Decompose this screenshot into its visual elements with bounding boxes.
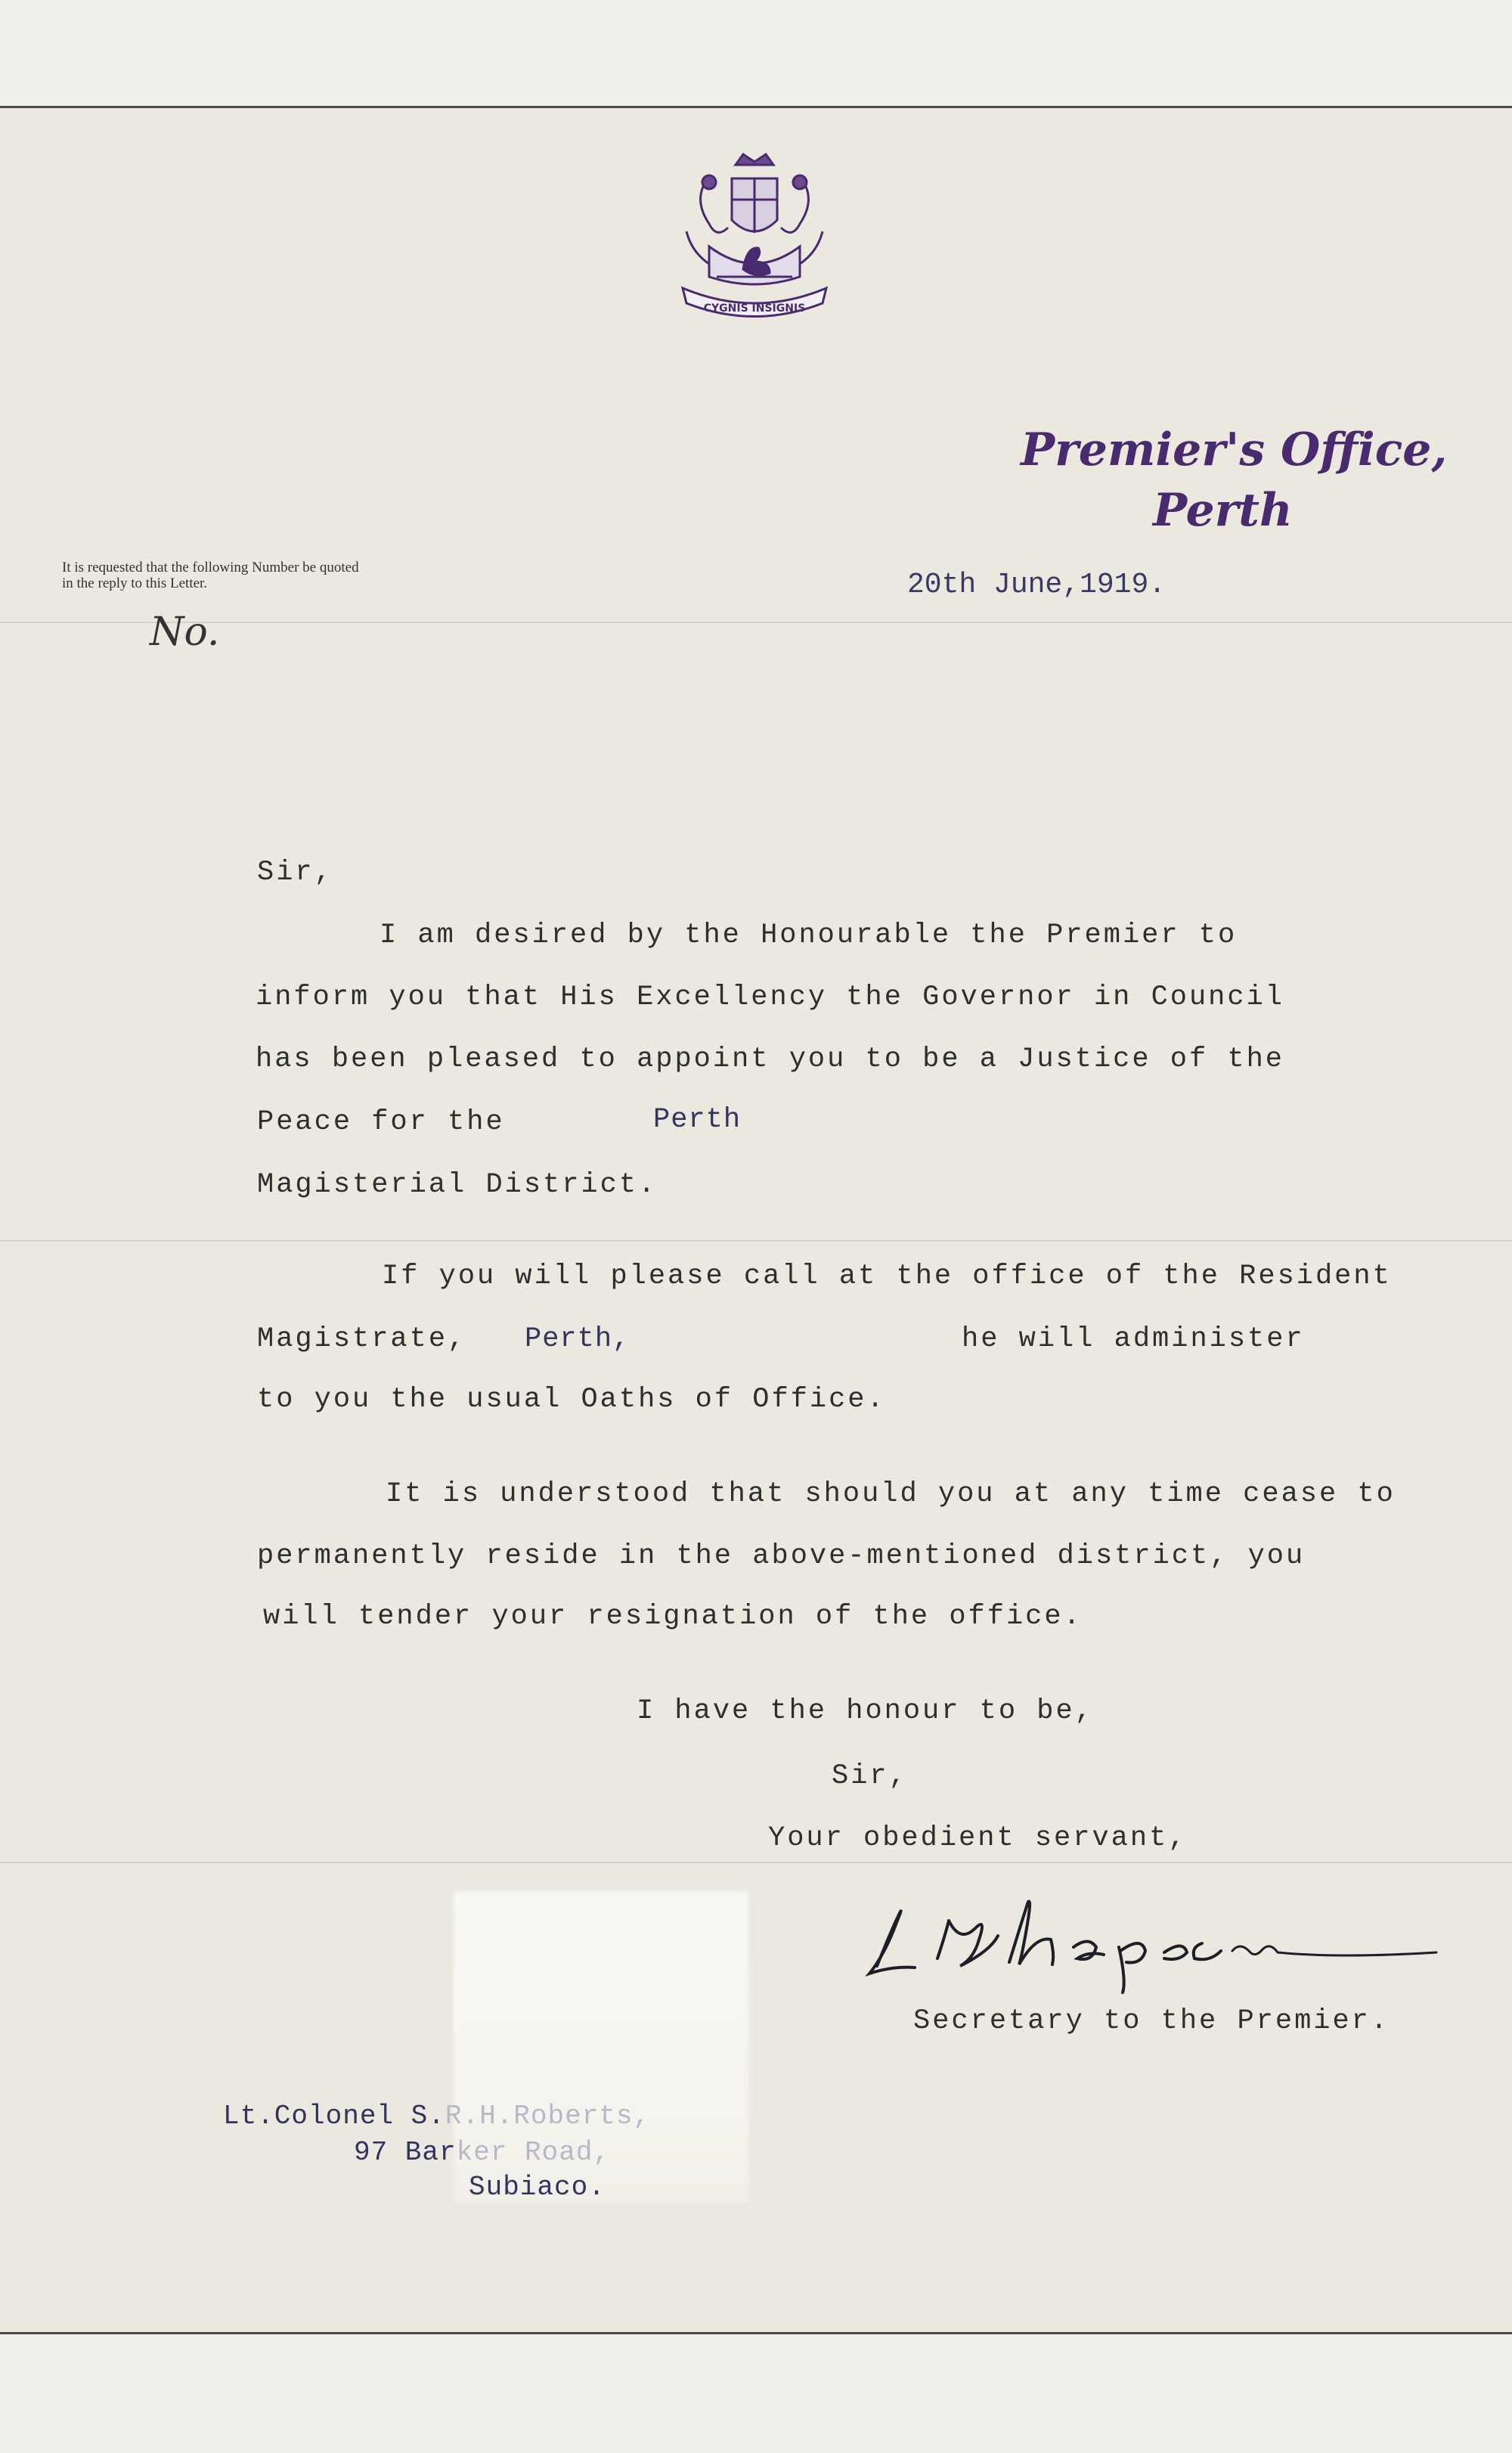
recipient-line-1: Lt.Colonel S.R.H.Roberts, [223, 2101, 651, 2132]
body-line: permanently reside in the above-mentioned district, you [257, 1540, 1306, 1572]
signatory-title: Secretary to the Premier. [913, 2005, 1390, 2037]
body-line: Peace for the [257, 1106, 505, 1138]
reference-notice: It is requested that the following Number be quoted in the reply to this Letter. [62, 560, 359, 591]
recipient-line-2: 97 Barker Road, [354, 2137, 611, 2168]
body-line: If you will please call at the office of the Resident [382, 1261, 1392, 1292]
closing-line: Your obedient servant, [768, 1822, 1188, 1854]
body-line: I am desired by the Honourable the Premier to [380, 919, 1238, 951]
letterhead-office: Premier's Office, [1021, 423, 1448, 476]
fold-line [0, 1240, 1512, 1242]
body-line: to you the usual Oaths of Office. [257, 1384, 886, 1416]
salutation: Sir, [257, 857, 333, 888]
body-line: Magisterial District. [257, 1169, 658, 1201]
letter-date: 20th June,1919. [907, 569, 1167, 601]
fold-line [0, 622, 1512, 623]
body-line: has been pleased to appoint you to be a Justice of the [256, 1044, 1284, 1075]
bottom-paper-strip [0, 2333, 1512, 2453]
crest-motto: CYGNIS INSIGNIS [703, 302, 806, 315]
signature-icon [847, 1883, 1482, 1996]
top-edge-line [0, 106, 1512, 108]
coat-of-arms-crest-icon [671, 148, 838, 330]
body-line: will tender your resignation of the office. [263, 1601, 1083, 1633]
body-line: inform you that His Excellency the Governor in Council [256, 982, 1284, 1013]
body-line: he will administer [962, 1323, 1305, 1355]
letterhead-city: Perth [1153, 484, 1293, 537]
fold-line [0, 1862, 1512, 1863]
closing-line: Sir, [832, 1760, 908, 1792]
bottom-edge-line [0, 2332, 1512, 2334]
recipient-line-3: Subiaco. [469, 2172, 606, 2203]
closing-line: I have the honour to be, [637, 1695, 1094, 1727]
body-line: It is understood that should you at any time cease to [386, 1478, 1396, 1510]
top-paper-strip [0, 0, 1512, 106]
district-name: Perth [653, 1104, 742, 1136]
reference-number-label: No. [150, 609, 220, 655]
body-line: Magistrate, [257, 1323, 467, 1355]
magistrate-location: Perth, [525, 1323, 631, 1355]
